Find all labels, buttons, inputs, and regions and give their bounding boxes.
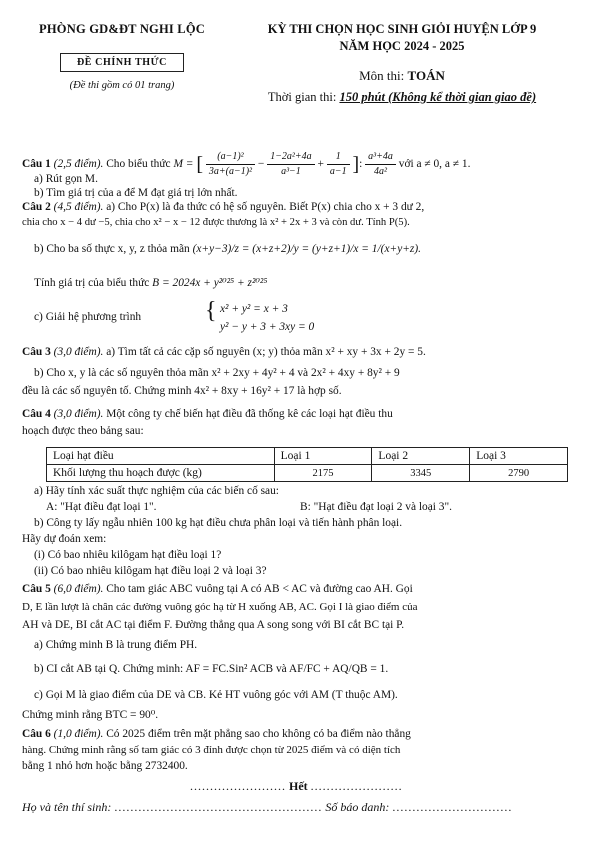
q2-b-line2 (34, 276, 572, 290)
q4-b2: Hãy dự đoán xem: (22, 533, 107, 545)
q1-frac2: $\frac{\text{1−2a²+4a}}{\text{a³−1}}$ (267, 150, 315, 179)
time-label: Thời gian thi: (267, 90, 340, 104)
table-header-cell: Loại 3 (470, 448, 568, 465)
q1-condition: với a ≠ 0, a ≠ 1. (398, 158, 471, 171)
q1-frac4: $\frac{\text{a³+4a}}{\text{4a²}}$ (365, 150, 396, 179)
exam-title: KỲ THI CHỌN HỌC SINH GIỎI HUYỆN LỚP 9 (267, 22, 537, 36)
q6-text3: bằng 1 nhỏ hơn hoặc bằng 2732400. (22, 760, 188, 772)
q6-line1 (22, 727, 572, 741)
q1-m: M = (173, 158, 194, 171)
q2-b-expression: B = 2024x + y²⁰²⁵ + z²⁰²⁵ (152, 277, 268, 289)
q4-event-a: A: "Hạt điều đạt loại 1". (46, 501, 157, 513)
q4-bi: (i) Có bao nhiêu kilôgam hạt điều loại 1? (34, 549, 222, 561)
table-cell: 2790 (470, 465, 568, 482)
q3-points: (3,0 điểm). (53, 346, 104, 358)
q1-frac3: $\frac{1}{a-1}$ (327, 150, 350, 179)
q6-points: (1,0 điểm). (53, 728, 104, 740)
q1-line: Câu 1 (2,5 điểm). Cho biểu thức M = [ $\frac{\text{(a−1)²}}{\text{3a+(a−1)²}}$ − $\frac{\text{1−2a²+4a}}{\text{a³−1}}$ + $\frac{1}{a-1}$ ]: $\frac{\text{a³+4a}}{\text{4a²}}$ với a ≠ 0, a ≠ 1. (22, 151, 471, 177)
q6-label: Câu 6 (22, 728, 51, 740)
q4-event-b: B: "Hạt điều đạt loại 2 và loại 3". (300, 501, 452, 513)
q3-b2: đều là các số nguyên tố. Chứng minh 4x² + 8xy + 16y² + 17 là hợp số. (22, 385, 342, 397)
q2-b-equation: (x+y−3)/z = (x+z+2)/y = (y+z+1)/x = 1/(x+y+z). (192, 243, 422, 255)
q3-b1: b) Cho x, y là các số nguyên thỏa mãn x² + 2xy + 4y² + 4 và 2x² + 4xy + 8y² + 9 (34, 367, 400, 379)
q3-line1 (22, 345, 572, 359)
q5-text2: D, E lần lượt là chân các đường vuông góc hạ từ H xuống AB, AC. Gọi I là giao điểm của (22, 601, 418, 613)
table-row-label: Khối lượng thu hoạch được (kg) (47, 465, 275, 482)
q2-a-text2: chia cho x − 4 dư −5, chia cho x² − x − 12 được thương là x² + 2x + 3 và còn dư. Tính P(5). (22, 217, 410, 228)
table-cell: 3345 (372, 465, 470, 482)
subject-label: Môn thi: (359, 68, 408, 83)
page-count-note: (Đề thi gồm có 01 trang) (69, 80, 175, 91)
time-value: 150 phút (Không kể thời gian giao đề) (339, 90, 537, 104)
q1-label: Câu 1 (22, 158, 51, 171)
table-header-row (47, 448, 568, 465)
official-stamp: ĐỀ CHÍNH THỨC (60, 53, 184, 72)
end-label: Hết (289, 779, 308, 793)
q3-label: Câu 3 (22, 346, 51, 358)
organization-name: PHÒNG GD&ĐT NGHI LỘC (39, 22, 205, 36)
q2-c-eq2: y² − y + 3 + 3xy = 0 (220, 321, 315, 333)
q2-b-line (34, 242, 572, 256)
time-line (232, 90, 572, 105)
q1-b: b) Tìm giá trị của a để M đạt giá trị lớn nhất. (34, 187, 238, 199)
table-header-cell: Loại 2 (372, 448, 470, 465)
q2-c-text: c) Giải hệ phương trình (34, 311, 142, 323)
q3-a: a) Tìm tất cả các cặp số nguyên (x; y) thỏa mãn x² + xy + 3x + 2y = 5. (106, 346, 426, 358)
q4-b1: b) Công ty lấy ngẫu nhiên 100 kg hạt điều chưa phân loại và tiến hành phân loại. (34, 517, 403, 529)
q5-text3: AH và DE, BI cắt AC tại điểm F. Đường thẳng qua A song song với BI cắt BC tại P. (22, 619, 405, 631)
q4-a1: a) Hãy tính xác suất thực nghiệm của các biến cố sau: (34, 485, 279, 497)
q5-points: (6,0 điểm). (53, 583, 104, 595)
q4-label: Câu 4 (22, 408, 51, 420)
table-header-cell: Loại 1 (274, 448, 372, 465)
subject-name: TOÁN (407, 68, 445, 83)
header-left (22, 22, 222, 91)
header-right (232, 22, 572, 105)
candidate-number-label: Số báo danh: (325, 800, 390, 814)
q4-intro2: hoạch được theo bảng sau: (22, 425, 144, 437)
q6-text1: Có 2025 điểm trên mặt phẳng sao cho không có ba điểm nào thẳng (106, 728, 411, 740)
school-year: NĂM HỌC 2024 - 2025 (339, 39, 465, 53)
q5-b: b) CI cắt AB tại Q. Chứng minh: AF = FC.Sin² ACB và AF/FC + AQ/QB = 1. (34, 663, 389, 675)
q1-points: (2,5 điểm). (53, 158, 104, 171)
candidate-name-label: Họ và tên thí sinh: (22, 800, 112, 814)
system-brace: { (205, 298, 217, 324)
q5-c1: c) Gọi M là giao điểm của DE và CB. Kẻ HT vuông góc với AM (T thuộc AM). (34, 689, 398, 701)
q5-line1 (22, 582, 572, 596)
q5-label: Câu 5 (22, 583, 51, 595)
q1-a: a) Rút gọn M. (34, 173, 98, 185)
q2-line1 (22, 200, 572, 214)
q1-intro: Cho biểu thức (106, 158, 171, 171)
q2-label: Câu 2 (22, 201, 51, 213)
candidate-name-line: Họ và tên thí sinh: .................................................... Số báo danh: .............................. (22, 800, 513, 814)
q2-a-text1: a) Cho P(x) là đa thức có hệ số nguyên. Biết P(x) chia cho x + 3 dư 2, (106, 201, 425, 213)
q2-points: (4,5 điểm). (53, 201, 104, 213)
q1-frac1: $\frac{\text{(a−1)²}}{\text{3a+(a−1)²}}$ (206, 150, 255, 179)
subject-line (232, 68, 572, 84)
q5-text1: Cho tam giác ABC vuông tại A có AB < AC và đường cao AH. Gọi (106, 583, 413, 595)
end-marker: ........................ Hết ....................... (190, 779, 403, 793)
q4-bii: (ii) Có bao nhiêu kilôgam hạt điều loại 2 và loại 3? (34, 565, 267, 577)
q2-c-eq1: x² + y² = x + 3 (220, 303, 288, 315)
table-header-cell: Loại hạt điều (47, 448, 275, 465)
q5-c2: Chứng minh rằng BTC = 90⁰. (22, 709, 159, 721)
q2-b-text: b) Cho ba số thực x, y, z thỏa mãn (34, 243, 190, 255)
q4-points: (3,0 điểm). (53, 408, 104, 420)
q4-intro1: Một công ty chế biến hạt điều đã thống kê các loại hạt điều thu (106, 408, 393, 420)
q6-text2: hàng. Chứng minh rằng số tam giác có 3 đỉnh được chọn từ 2025 điểm và có diện tích (22, 744, 401, 756)
q2-b-text2: Tính giá trị của biểu thức (34, 277, 150, 289)
q5-a: a) Chứng minh B là trung điểm PH. (34, 639, 198, 651)
q4-line1 (22, 407, 572, 421)
table-row (47, 465, 568, 482)
harvest-table (46, 447, 568, 482)
table-cell: 2175 (274, 465, 372, 482)
